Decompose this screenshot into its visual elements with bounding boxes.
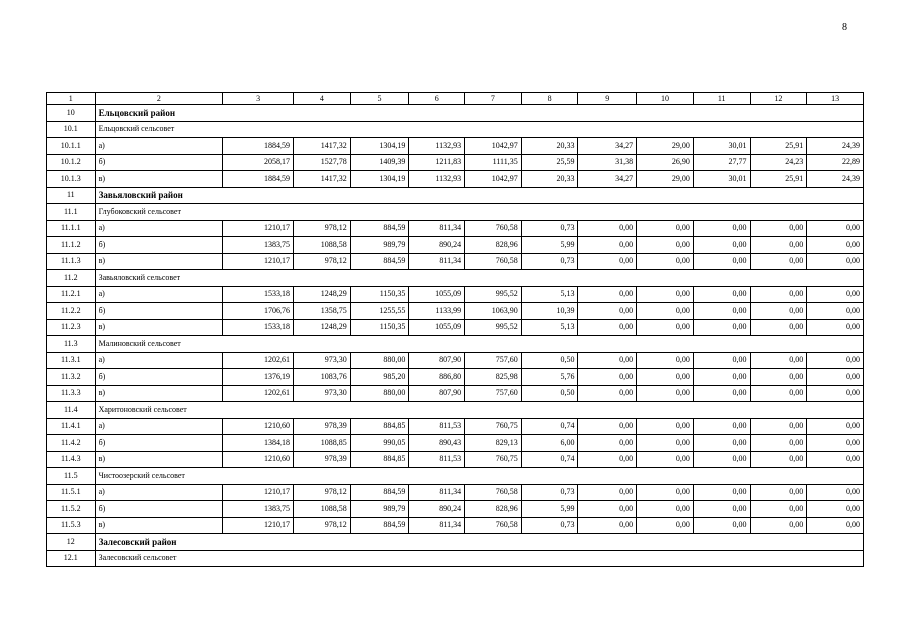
- council-row: [47, 468, 864, 485]
- value-cell: 0,00: [693, 352, 750, 369]
- value-cell: 1063,90: [465, 303, 522, 320]
- council-name: Малиновский сельсовет: [95, 336, 863, 353]
- table-row: [47, 220, 864, 237]
- column-number-row: [47, 93, 864, 105]
- value-cell: 26,90: [637, 154, 694, 171]
- row-code: 12: [47, 534, 96, 551]
- column-number: 3: [223, 93, 294, 105]
- value-cell: 0,00: [750, 303, 807, 320]
- variant-label: б): [95, 237, 223, 254]
- value-cell: 0,00: [578, 286, 637, 303]
- value-cell: 1211,83: [409, 154, 465, 171]
- value-cell: 0,00: [750, 319, 807, 336]
- table-row: [47, 319, 864, 336]
- value-cell: 0,00: [807, 517, 864, 534]
- row-code: 11.5.3: [47, 517, 96, 534]
- value-cell: 1358,75: [294, 303, 351, 320]
- row-code: 11.1.1: [47, 220, 96, 237]
- value-cell: 0,00: [807, 286, 864, 303]
- value-cell: 1202,61: [223, 385, 294, 402]
- column-number: 12: [750, 93, 807, 105]
- tariff-table: [46, 92, 864, 567]
- value-cell: 1150,35: [350, 286, 409, 303]
- value-cell: 757,60: [465, 385, 522, 402]
- value-cell: 34,27: [578, 138, 637, 155]
- council-name: Глубоковский сельсовет: [95, 204, 863, 221]
- value-cell: 807,90: [409, 352, 465, 369]
- row-code: 11.2.3: [47, 319, 96, 336]
- variant-label: а): [95, 418, 223, 435]
- value-cell: 0,00: [637, 484, 694, 501]
- row-code: 11.2.1: [47, 286, 96, 303]
- value-cell: 0,00: [807, 237, 864, 254]
- value-cell: 995,52: [465, 286, 522, 303]
- value-cell: 1304,19: [350, 138, 409, 155]
- row-code: 11.3.2: [47, 369, 96, 386]
- value-cell: 0,00: [807, 319, 864, 336]
- value-cell: 880,00: [350, 352, 409, 369]
- value-cell: 0,00: [807, 352, 864, 369]
- value-cell: 0,00: [750, 253, 807, 270]
- row-code: 11.5.2: [47, 501, 96, 518]
- value-cell: 760,75: [465, 418, 522, 435]
- value-cell: 1210,17: [223, 484, 294, 501]
- council-name: Чистоозерский сельсовет: [95, 468, 863, 485]
- value-cell: 1210,17: [223, 253, 294, 270]
- value-cell: 811,53: [409, 418, 465, 435]
- value-cell: 978,12: [294, 253, 351, 270]
- row-code: 10: [47, 105, 96, 122]
- table-row: [47, 451, 864, 468]
- value-cell: 0,00: [578, 319, 637, 336]
- value-cell: 0,00: [807, 501, 864, 518]
- variant-label: б): [95, 303, 223, 320]
- row-code: 10.1.1: [47, 138, 96, 155]
- value-cell: 0,73: [521, 484, 578, 501]
- value-cell: 0,00: [693, 451, 750, 468]
- value-cell: 880,00: [350, 385, 409, 402]
- value-cell: 22,89: [807, 154, 864, 171]
- value-cell: 989,79: [350, 237, 409, 254]
- value-cell: 0,00: [578, 501, 637, 518]
- value-cell: 1150,35: [350, 319, 409, 336]
- council-row: [47, 336, 864, 353]
- value-cell: 0,00: [750, 385, 807, 402]
- value-cell: 0,00: [637, 237, 694, 254]
- value-cell: 1202,61: [223, 352, 294, 369]
- variant-label: б): [95, 154, 223, 171]
- table-row: [47, 237, 864, 254]
- value-cell: 760,58: [465, 253, 522, 270]
- variant-label: в): [95, 517, 223, 534]
- value-cell: 0,00: [693, 385, 750, 402]
- value-cell: 30,01: [693, 171, 750, 188]
- value-cell: 0,00: [693, 418, 750, 435]
- value-cell: 884,85: [350, 418, 409, 435]
- value-cell: 0,00: [807, 418, 864, 435]
- value-cell: 760,58: [465, 484, 522, 501]
- table-row: [47, 303, 864, 320]
- council-row: [47, 402, 864, 419]
- value-cell: 1088,58: [294, 237, 351, 254]
- value-cell: 0,73: [521, 253, 578, 270]
- value-cell: 0,00: [637, 451, 694, 468]
- column-number: 1: [47, 93, 96, 105]
- value-cell: 811,34: [409, 484, 465, 501]
- variant-label: а): [95, 352, 223, 369]
- value-cell: 760,58: [465, 220, 522, 237]
- value-cell: 884,59: [350, 484, 409, 501]
- table-row: [47, 154, 864, 171]
- value-cell: 0,74: [521, 451, 578, 468]
- value-cell: 1383,75: [223, 237, 294, 254]
- row-code: 11.1.2: [47, 237, 96, 254]
- value-cell: 0,00: [637, 220, 694, 237]
- value-cell: 0,00: [750, 418, 807, 435]
- value-cell: 1417,32: [294, 171, 351, 188]
- value-cell: 985,20: [350, 369, 409, 386]
- value-cell: 27,77: [693, 154, 750, 171]
- column-number: 2: [95, 93, 223, 105]
- council-row: [47, 204, 864, 221]
- value-cell: 25,91: [750, 138, 807, 155]
- value-cell: 825,98: [465, 369, 522, 386]
- district-row: [47, 187, 864, 204]
- value-cell: 0,00: [578, 385, 637, 402]
- value-cell: 1055,09: [409, 286, 465, 303]
- value-cell: 811,34: [409, 517, 465, 534]
- value-cell: 0,00: [637, 369, 694, 386]
- value-cell: 0,00: [750, 237, 807, 254]
- value-cell: 24,39: [807, 171, 864, 188]
- row-code: 11.5: [47, 468, 96, 485]
- value-cell: 24,23: [750, 154, 807, 171]
- column-number: 7: [465, 93, 522, 105]
- value-cell: 0,00: [578, 253, 637, 270]
- council-row: [47, 550, 864, 567]
- value-cell: 1533,18: [223, 319, 294, 336]
- table-row: [47, 352, 864, 369]
- value-cell: 0,00: [693, 253, 750, 270]
- value-cell: 807,90: [409, 385, 465, 402]
- value-cell: 1111,35: [465, 154, 522, 171]
- value-cell: 0,00: [807, 303, 864, 320]
- value-cell: 0,00: [750, 286, 807, 303]
- row-code: 11.4.2: [47, 435, 96, 452]
- row-code: 11.1.3: [47, 253, 96, 270]
- value-cell: 0,00: [637, 501, 694, 518]
- value-cell: 0,00: [578, 352, 637, 369]
- row-code: 11.3.1: [47, 352, 96, 369]
- district-row: [47, 534, 864, 551]
- value-cell: 0,00: [750, 352, 807, 369]
- variant-label: б): [95, 501, 223, 518]
- variant-label: а): [95, 484, 223, 501]
- value-cell: 0,00: [693, 303, 750, 320]
- value-cell: 978,12: [294, 517, 351, 534]
- row-code: 11.2: [47, 270, 96, 287]
- value-cell: 1210,17: [223, 220, 294, 237]
- value-cell: 0,00: [637, 286, 694, 303]
- value-cell: 0,00: [750, 435, 807, 452]
- value-cell: 890,43: [409, 435, 465, 452]
- value-cell: 0,00: [750, 517, 807, 534]
- value-cell: 1706,76: [223, 303, 294, 320]
- value-cell: 0,00: [693, 220, 750, 237]
- row-code: 11: [47, 187, 96, 204]
- value-cell: 0,00: [750, 501, 807, 518]
- value-cell: 884,59: [350, 220, 409, 237]
- value-cell: 1210,60: [223, 418, 294, 435]
- value-cell: 1248,29: [294, 319, 351, 336]
- value-cell: 1884,59: [223, 171, 294, 188]
- table-row: [47, 484, 864, 501]
- value-cell: 890,24: [409, 237, 465, 254]
- value-cell: 1132,93: [409, 138, 465, 155]
- row-code: 11.4: [47, 402, 96, 419]
- value-cell: 0,00: [693, 435, 750, 452]
- district-name: Залесовский район: [95, 534, 863, 551]
- value-cell: 0,50: [521, 385, 578, 402]
- value-cell: 1533,18: [223, 286, 294, 303]
- value-cell: 757,60: [465, 352, 522, 369]
- variant-label: а): [95, 286, 223, 303]
- variant-label: а): [95, 138, 223, 155]
- row-code: 12.1: [47, 550, 96, 567]
- value-cell: 0,00: [807, 369, 864, 386]
- variant-label: б): [95, 369, 223, 386]
- value-cell: 30,01: [693, 138, 750, 155]
- value-cell: 5,99: [521, 237, 578, 254]
- value-cell: 0,00: [578, 220, 637, 237]
- variant-label: в): [95, 253, 223, 270]
- value-cell: 20,33: [521, 138, 578, 155]
- district-name: Завьяловский район: [95, 187, 863, 204]
- value-cell: 0,00: [578, 451, 637, 468]
- value-cell: 978,12: [294, 484, 351, 501]
- value-cell: 760,75: [465, 451, 522, 468]
- value-cell: 0,00: [637, 253, 694, 270]
- value-cell: 829,13: [465, 435, 522, 452]
- value-cell: 1417,32: [294, 138, 351, 155]
- value-cell: 0,00: [750, 451, 807, 468]
- value-cell: 886,80: [409, 369, 465, 386]
- council-name: Харитоновский сельсовет: [95, 402, 863, 419]
- value-cell: 811,53: [409, 451, 465, 468]
- value-cell: 5,99: [521, 501, 578, 518]
- table-row: [47, 517, 864, 534]
- value-cell: 5,13: [521, 319, 578, 336]
- row-code: 10.1: [47, 121, 96, 138]
- value-cell: 0,00: [578, 369, 637, 386]
- council-name: Залесовский сельсовет: [95, 550, 863, 567]
- value-cell: 890,24: [409, 501, 465, 518]
- value-cell: 2058,17: [223, 154, 294, 171]
- value-cell: 1384,18: [223, 435, 294, 452]
- value-cell: 0,00: [750, 369, 807, 386]
- row-code: 11.1: [47, 204, 96, 221]
- value-cell: 973,30: [294, 352, 351, 369]
- value-cell: 0,73: [521, 220, 578, 237]
- value-cell: 5,76: [521, 369, 578, 386]
- value-cell: 0,00: [637, 418, 694, 435]
- value-cell: 20,33: [521, 171, 578, 188]
- value-cell: 828,96: [465, 501, 522, 518]
- value-cell: 34,27: [578, 171, 637, 188]
- row-code: 10.1.2: [47, 154, 96, 171]
- column-number: 10: [637, 93, 694, 105]
- value-cell: 0,00: [807, 435, 864, 452]
- value-cell: 1210,17: [223, 517, 294, 534]
- column-number: 13: [807, 93, 864, 105]
- value-cell: 1383,75: [223, 501, 294, 518]
- value-cell: 989,79: [350, 501, 409, 518]
- value-cell: 760,58: [465, 517, 522, 534]
- row-code: 11.3.3: [47, 385, 96, 402]
- value-cell: 1083,76: [294, 369, 351, 386]
- column-number: 5: [350, 93, 409, 105]
- variant-label: в): [95, 319, 223, 336]
- value-cell: 0,00: [693, 286, 750, 303]
- value-cell: 1055,09: [409, 319, 465, 336]
- table-row: [47, 369, 864, 386]
- value-cell: 0,00: [807, 484, 864, 501]
- value-cell: 25,59: [521, 154, 578, 171]
- value-cell: 978,39: [294, 451, 351, 468]
- value-cell: 973,30: [294, 385, 351, 402]
- value-cell: 0,00: [807, 253, 864, 270]
- row-code: 11.5.1: [47, 484, 96, 501]
- value-cell: 0,00: [693, 501, 750, 518]
- value-cell: 5,13: [521, 286, 578, 303]
- value-cell: 0,00: [578, 303, 637, 320]
- column-number: 9: [578, 93, 637, 105]
- value-cell: 811,34: [409, 253, 465, 270]
- value-cell: 29,00: [637, 138, 694, 155]
- row-code: 10.1.3: [47, 171, 96, 188]
- table-row: [47, 286, 864, 303]
- variant-label: а): [95, 220, 223, 237]
- value-cell: 1133,99: [409, 303, 465, 320]
- value-cell: 1248,29: [294, 286, 351, 303]
- row-code: 11.2.2: [47, 303, 96, 320]
- table-row: [47, 138, 864, 155]
- value-cell: 884,59: [350, 253, 409, 270]
- value-cell: 25,91: [750, 171, 807, 188]
- value-cell: 0,00: [637, 352, 694, 369]
- value-cell: 1088,58: [294, 501, 351, 518]
- value-cell: 0,00: [637, 303, 694, 320]
- value-cell: 0,00: [578, 418, 637, 435]
- council-name: Ельцовский сельсовет: [95, 121, 863, 138]
- value-cell: 0,00: [578, 435, 637, 452]
- value-cell: 0,00: [693, 237, 750, 254]
- council-name: Завьяловский сельсовет: [95, 270, 863, 287]
- row-code: 11.3: [47, 336, 96, 353]
- value-cell: 0,00: [578, 237, 637, 254]
- council-row: [47, 270, 864, 287]
- variant-label: в): [95, 171, 223, 188]
- column-number: 6: [409, 93, 465, 105]
- value-cell: 0,00: [693, 517, 750, 534]
- value-cell: 1409,39: [350, 154, 409, 171]
- value-cell: 31,38: [578, 154, 637, 171]
- page-number: 8: [842, 22, 847, 33]
- value-cell: 995,52: [465, 319, 522, 336]
- variant-label: б): [95, 435, 223, 452]
- column-number: 11: [693, 93, 750, 105]
- value-cell: 0,00: [750, 484, 807, 501]
- value-cell: 1210,60: [223, 451, 294, 468]
- value-cell: 1304,19: [350, 171, 409, 188]
- value-cell: 0,00: [637, 385, 694, 402]
- value-cell: 828,96: [465, 237, 522, 254]
- value-cell: 1132,93: [409, 171, 465, 188]
- table-row: [47, 435, 864, 452]
- table-row: [47, 501, 864, 518]
- variant-label: в): [95, 385, 223, 402]
- variant-label: в): [95, 451, 223, 468]
- value-cell: 1255,55: [350, 303, 409, 320]
- column-number: 8: [521, 93, 578, 105]
- value-cell: 1042,97: [465, 138, 522, 155]
- value-cell: 6,00: [521, 435, 578, 452]
- value-cell: 10,39: [521, 303, 578, 320]
- value-cell: 0,00: [578, 517, 637, 534]
- value-cell: 0,00: [637, 319, 694, 336]
- table-row: [47, 253, 864, 270]
- value-cell: 0,00: [693, 369, 750, 386]
- value-cell: 1884,59: [223, 138, 294, 155]
- value-cell: 0,00: [637, 517, 694, 534]
- value-cell: 1042,97: [465, 171, 522, 188]
- value-cell: 0,00: [750, 220, 807, 237]
- value-cell: 1088,85: [294, 435, 351, 452]
- row-code: 11.4.1: [47, 418, 96, 435]
- district-row: [47, 105, 864, 122]
- value-cell: 29,00: [637, 171, 694, 188]
- value-cell: 0,50: [521, 352, 578, 369]
- value-cell: 978,12: [294, 220, 351, 237]
- value-cell: 0,00: [693, 319, 750, 336]
- value-cell: 24,39: [807, 138, 864, 155]
- value-cell: 884,85: [350, 451, 409, 468]
- value-cell: 0,00: [807, 385, 864, 402]
- column-number: 4: [294, 93, 351, 105]
- value-cell: 978,39: [294, 418, 351, 435]
- table-row: [47, 171, 864, 188]
- district-name: Ельцовский район: [95, 105, 863, 122]
- table-row: [47, 385, 864, 402]
- value-cell: 0,00: [807, 451, 864, 468]
- value-cell: 0,00: [637, 435, 694, 452]
- value-cell: 0,00: [807, 220, 864, 237]
- council-row: [47, 121, 864, 138]
- value-cell: 0,73: [521, 517, 578, 534]
- value-cell: 884,59: [350, 517, 409, 534]
- value-cell: 1376,19: [223, 369, 294, 386]
- value-cell: 1527,78: [294, 154, 351, 171]
- value-cell: 0,00: [578, 484, 637, 501]
- value-cell: 0,00: [693, 484, 750, 501]
- row-code: 11.4.3: [47, 451, 96, 468]
- table-row: [47, 418, 864, 435]
- value-cell: 990,05: [350, 435, 409, 452]
- value-cell: 811,34: [409, 220, 465, 237]
- value-cell: 0,74: [521, 418, 578, 435]
